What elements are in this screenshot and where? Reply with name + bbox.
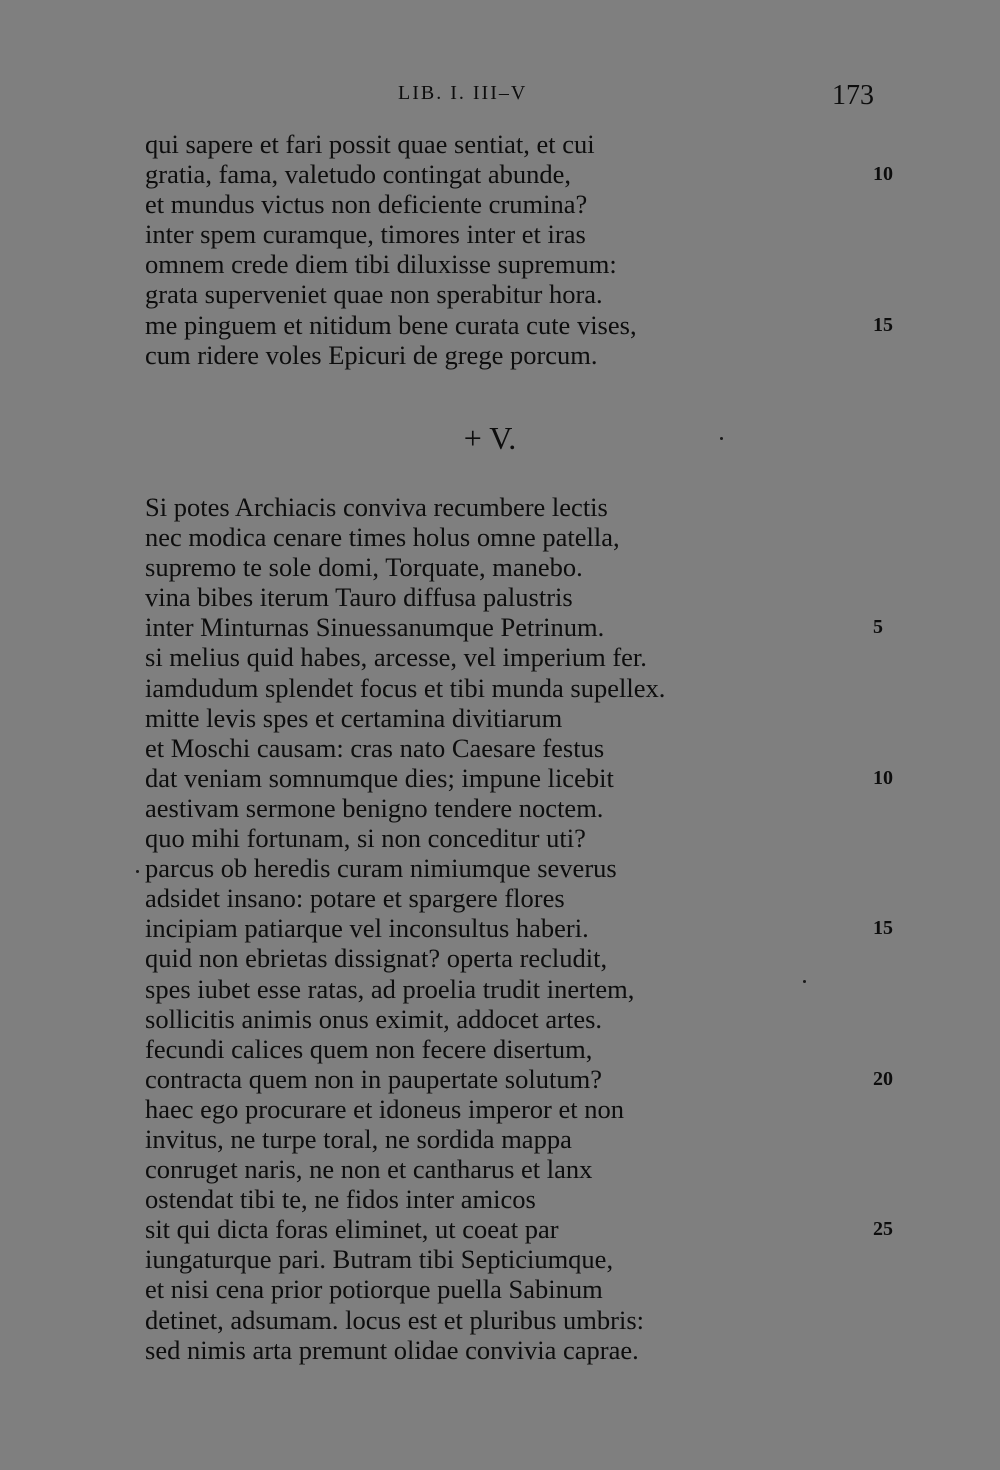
verse-line bbox=[145, 883, 925, 913]
verse-line bbox=[145, 733, 925, 763]
verse-line bbox=[145, 159, 925, 189]
verse-text: quo mihi fortunam, si non conceditur uti? bbox=[145, 823, 586, 854]
verse-text: et nisi cena prior potiorque puella Sabinum bbox=[145, 1274, 603, 1305]
verse-line bbox=[145, 853, 925, 883]
line-number: 10 bbox=[873, 163, 893, 186]
verse-line bbox=[145, 763, 925, 793]
print-speck bbox=[720, 437, 723, 440]
verse-text: sollicitis animis onus eximit, addocet artes. bbox=[145, 1003, 603, 1034]
verse-line bbox=[145, 974, 925, 1004]
line-number: 25 bbox=[873, 1218, 893, 1241]
verse-text: sit qui dicta foras eliminet, ut coeat par bbox=[145, 1214, 559, 1245]
verse-text: supremo te sole domi, Torquate, manebo. bbox=[145, 552, 583, 583]
verse-line bbox=[145, 823, 925, 853]
verse-text: sed nimis arta premunt olidae convivia caprae. bbox=[145, 1334, 639, 1365]
verse-line bbox=[145, 1064, 925, 1094]
verse-text: haec ego procurare et idoneus imperor et non bbox=[145, 1093, 625, 1124]
verse-text: contracta quem non in paupertate solutum? bbox=[145, 1063, 602, 1094]
verse-line bbox=[145, 673, 925, 703]
print-speck bbox=[136, 870, 139, 873]
verse-line bbox=[145, 612, 925, 642]
verse-text: aestivam sermone benigno tendere noctem. bbox=[145, 792, 604, 823]
verse-line bbox=[145, 310, 925, 340]
verse-text: invitus, ne turpe toral, ne sordida mappa bbox=[145, 1123, 572, 1154]
section-heading bbox=[0, 420, 1000, 457]
verse-text: iamdudum splendet focus et tibi munda supellex. bbox=[145, 672, 666, 703]
verse-text: nec modica cenare times holus omne patella, bbox=[145, 522, 620, 553]
verse-text: quid non ebrietas dissignat? operta recludit, bbox=[145, 943, 608, 974]
verse-text: mitte levis spes et certamina divitiarum bbox=[145, 702, 563, 733]
verse-line bbox=[145, 582, 925, 612]
verse-line bbox=[145, 1274, 925, 1304]
verse-text: adsidet insano: potare et spargere flores bbox=[145, 883, 565, 914]
verse-line bbox=[145, 189, 925, 219]
verse-text: Si potes Archiacis conviva recumbere lectis bbox=[145, 492, 608, 522]
line-number: 5 bbox=[873, 616, 883, 639]
verse-text: grata superveniet quae non sperabitur hora. bbox=[145, 279, 603, 310]
verse-line bbox=[145, 1184, 925, 1214]
verse-text: incipiam patiarque vel inconsultus haberi. bbox=[145, 913, 589, 944]
verse-line bbox=[145, 1244, 925, 1274]
verse-line bbox=[145, 793, 925, 823]
verse-line bbox=[145, 642, 925, 672]
line-number: 20 bbox=[873, 1067, 893, 1090]
print-speck bbox=[803, 980, 806, 983]
verse-text: ostendat tibi te, ne fidos inter amicos bbox=[145, 1184, 536, 1215]
line-number: 15 bbox=[873, 313, 893, 336]
verse-line bbox=[145, 1124, 925, 1154]
poem-v bbox=[145, 492, 925, 1365]
running-head bbox=[0, 80, 1000, 112]
verse-text: dat veniam somnumque dies; impune licebit bbox=[145, 762, 614, 793]
line-number: 15 bbox=[873, 917, 893, 940]
verse-line bbox=[145, 1034, 925, 1064]
verse-line bbox=[145, 1305, 925, 1335]
verse-text: si melius quid habes, arcesse, vel imperium fer. bbox=[145, 642, 647, 673]
verse-text: fecundi calices quem non fecere disertum, bbox=[145, 1033, 593, 1064]
verse-line bbox=[145, 1214, 925, 1244]
poem-iii-ending bbox=[145, 129, 925, 370]
verse-text: inter spem curamque, timores inter et iras bbox=[145, 219, 586, 250]
verse-text: iungaturque pari. Butram tibi Septiciumque, bbox=[145, 1244, 614, 1275]
verse-text: parcus ob heredis curam nimiumque severus bbox=[145, 853, 617, 884]
verse-line bbox=[145, 913, 925, 943]
verse-line bbox=[145, 1154, 925, 1184]
verse-text: inter Minturnas Sinuessanumque Petrinum. bbox=[145, 612, 605, 643]
verse-text: detinet, adsumam. locus est et pluribus umbris: bbox=[145, 1304, 645, 1335]
verse-line bbox=[145, 522, 925, 552]
verse-line bbox=[145, 129, 925, 159]
verse-text: et Moschi causam: cras nato Caesare festus bbox=[145, 732, 605, 763]
verse-text: conruget naris, ne non et cantharus et lanx bbox=[145, 1154, 593, 1185]
verse-text: vina bibes iterum Tauro diffusa palustris bbox=[145, 582, 573, 613]
verse-line bbox=[145, 340, 925, 370]
verse-line bbox=[145, 1094, 925, 1124]
verse-line bbox=[145, 492, 925, 522]
verse-line bbox=[145, 249, 925, 279]
verse-text: me pinguem et nitidum bene curata cute vises, bbox=[145, 309, 637, 340]
verse-line bbox=[145, 552, 925, 582]
verse-line bbox=[145, 279, 925, 309]
verse-text: qui sapere et fari possit quae sentiat, et cui bbox=[145, 129, 595, 159]
verse-text: spes iubet esse ratas, ad proelia trudit inertem, bbox=[145, 973, 635, 1004]
page-number: 173 bbox=[832, 80, 874, 111]
verse-line bbox=[145, 219, 925, 249]
verse-text: et mundus victus non deficiente crumina? bbox=[145, 189, 588, 220]
verse-text: gratia, fama, valetudo contingat abunde, bbox=[145, 159, 572, 190]
section-heading-label: + V. bbox=[463, 420, 517, 456]
line-number: 10 bbox=[873, 766, 893, 789]
verse-text: omnem crede diem tibi diluxisse supremum: bbox=[145, 249, 617, 280]
verse-line bbox=[145, 943, 925, 973]
verse-line bbox=[145, 1335, 925, 1365]
verse-line bbox=[145, 703, 925, 733]
verse-line bbox=[145, 1004, 925, 1034]
running-title: LIB. I. III–V bbox=[398, 82, 528, 104]
verse-text: cum ridere voles Epicuri de grege porcum. bbox=[145, 339, 598, 370]
